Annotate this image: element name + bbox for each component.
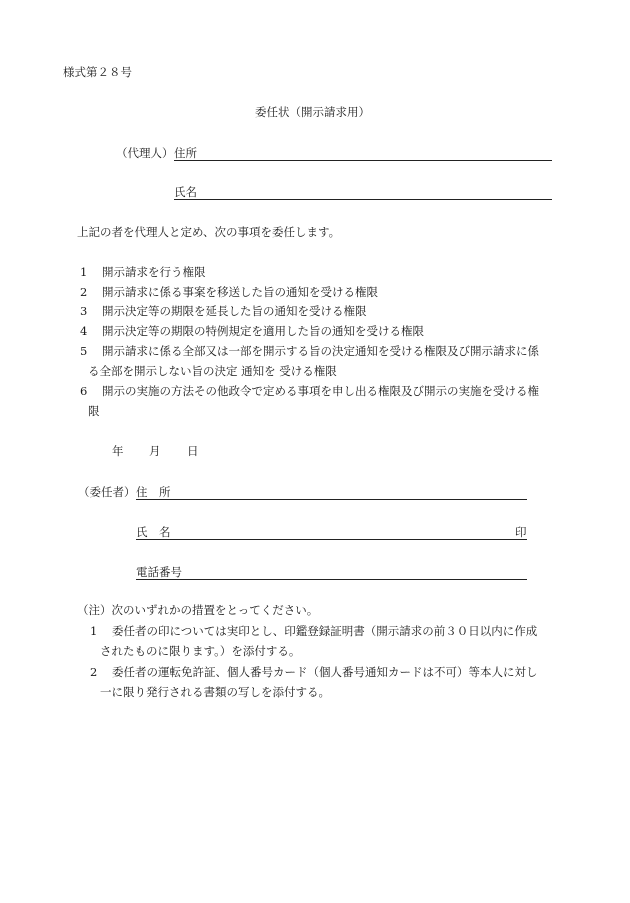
agent-address-line bbox=[174, 160, 552, 161]
note-item-1 bbox=[90, 626, 537, 638]
list-item-6-continued: 限 bbox=[88, 404, 100, 418]
date-year-label: 年 bbox=[112, 444, 124, 458]
list-item-number: 5 bbox=[80, 344, 88, 358]
notes-heading: （注）次のいずれかの措置をとってください。 bbox=[77, 603, 319, 617]
list-item-number: 2 bbox=[80, 285, 88, 299]
agent-name-label: 氏名 bbox=[174, 185, 197, 199]
principal-name-line bbox=[136, 539, 527, 540]
list-item-text: 開示請求を行う権限 bbox=[102, 265, 206, 279]
list-item-number: 6 bbox=[80, 384, 88, 398]
note-item-2 bbox=[90, 667, 538, 679]
list-item-1 bbox=[80, 267, 206, 279]
note-item-2-continued: 一に限り発行される書類の写しを添付する。 bbox=[100, 685, 330, 699]
agent-address-label: 住所 bbox=[174, 146, 197, 160]
list-item-5-continued: る全部を開示しない旨の決定 通知を 受ける権限 bbox=[88, 364, 337, 378]
list-item-6 bbox=[80, 386, 539, 398]
note-item-number: 1 bbox=[90, 624, 98, 638]
document-title: 委任状（開示請求用） bbox=[255, 105, 370, 119]
delegation-intro: 上記の者を代理人と定め、次の事項を委任します。 bbox=[77, 225, 341, 239]
principal-label: （委任者） bbox=[78, 485, 136, 499]
agent-name-line bbox=[174, 199, 552, 200]
list-item-number: 3 bbox=[80, 304, 88, 318]
list-item-text: 開示の実施の方法その他政令で定める事項を申し出る権限及び開示の実施を受ける権 bbox=[102, 384, 539, 398]
list-item-text: 開示請求に係る全部又は一部を開示する旨の決定通知を受ける権限及び開示請求に係 bbox=[102, 344, 539, 358]
list-item-4 bbox=[80, 326, 424, 338]
principal-phone-label: 電話番号 bbox=[136, 565, 182, 579]
list-item-number: 1 bbox=[80, 265, 88, 279]
list-item-number: 4 bbox=[80, 324, 88, 338]
list-item-5 bbox=[80, 346, 539, 358]
principal-address-label: 住 所 bbox=[136, 485, 171, 499]
list-item-text: 開示決定等の期限の特例規定を適用した旨の通知を受ける権限 bbox=[102, 324, 424, 338]
seal-mark: 印 bbox=[515, 525, 527, 539]
note-item-text: 委任者の印については実印とし、印鑑登録証明書（開示請求の前３０日以内に作成 bbox=[112, 624, 538, 638]
note-item-1-continued: されたものに限ります。）を添付する。 bbox=[100, 644, 301, 658]
date-day-label: 日 bbox=[187, 444, 199, 458]
list-item-text: 開示決定等の期限を延長した旨の通知を受ける権限 bbox=[102, 304, 367, 318]
note-item-number: 2 bbox=[90, 665, 98, 679]
list-item-2 bbox=[80, 287, 378, 299]
principal-name-label: 氏 名 bbox=[136, 525, 171, 539]
list-item-text: 開示請求に係る事案を移送した旨の通知を受ける権限 bbox=[102, 285, 378, 299]
principal-address-line bbox=[136, 499, 527, 500]
agent-label: （代理人） bbox=[116, 146, 174, 160]
form-number: 様式第２８号 bbox=[63, 65, 132, 79]
date-month-label: 月 bbox=[149, 444, 161, 458]
list-item-3 bbox=[80, 306, 367, 318]
note-item-text: 委任者の運転免許証、個人番号カード（個人番号通知カードは不可）等本人に対し bbox=[112, 665, 538, 679]
principal-phone-line bbox=[136, 579, 527, 580]
